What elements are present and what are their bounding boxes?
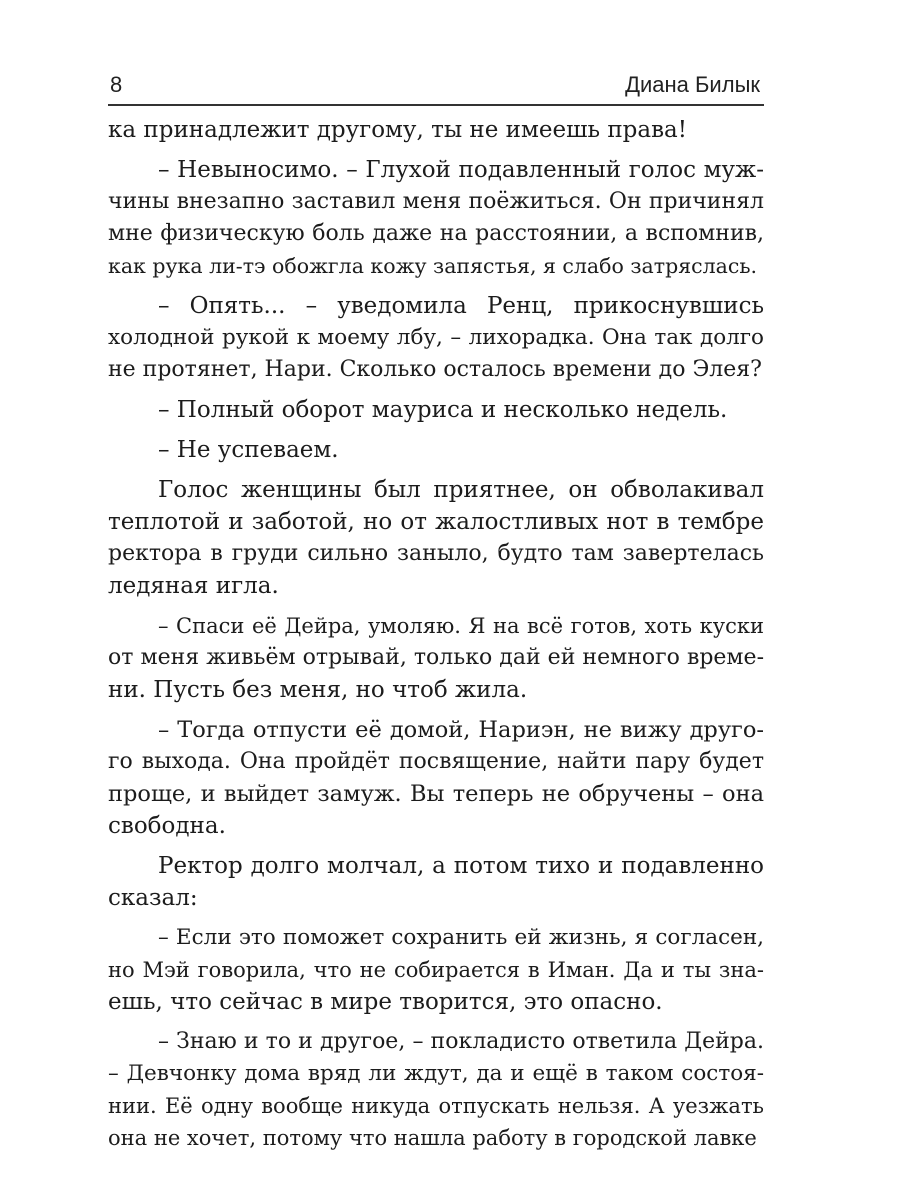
paragraph-gap	[108, 1018, 764, 1026]
text-line: – Если это поможет сохранить ей жизнь, я согласен,	[158, 925, 764, 950]
text-line: от меня живьём отрывай, только дай ей немного време-	[108, 645, 764, 670]
paragraph-gap	[108, 602, 764, 610]
text-line: – Не успеваем.	[158, 437, 339, 463]
paragraph	[108, 114, 764, 146]
text-line: ни. Пусть без меня, но чтоб жила.	[108, 677, 528, 703]
paragraph	[108, 1026, 764, 1154]
text-line: проще, и выйдет замуж. Вы теперь не обручены – она	[108, 781, 764, 807]
text-line: чины внезапно заставил меня поёжиться. Он причинял	[108, 189, 764, 214]
text-line: сказал:	[108, 885, 198, 911]
text-line: холодной рукой к моему лбу, – лихорадка. Она так долго	[108, 325, 764, 350]
text-line: ледяная игла.	[108, 573, 279, 599]
header-rule	[108, 104, 764, 106]
text-line: Голос женщины был приятнее, он обволакивал	[158, 477, 764, 503]
text-line: – Спаси её Дейра, умоляю. Я на всё готов, хоть куски	[158, 614, 764, 638]
text-line: свободна.	[108, 813, 226, 839]
paragraph-gap	[108, 706, 764, 714]
paragraph-gap	[108, 426, 764, 434]
text-line: мне физическую боль даже на расстоянии, а вспомнив,	[108, 221, 764, 246]
body-text	[108, 114, 764, 1154]
text-line: но Мэй говорила, что не собирается в Иман. Да и ты зна-	[108, 958, 764, 982]
text-line: ректора в груди сильно заныло, будто там завертелась	[108, 541, 764, 566]
paragraph-gap	[108, 386, 764, 394]
text-line: – Опять... – уведомила Ренц, прикоснувшись	[158, 293, 764, 319]
page-number: 8	[110, 72, 123, 97]
paragraph	[108, 154, 764, 282]
paragraph-gap	[108, 146, 764, 154]
paragraph	[108, 434, 764, 466]
text-line: ешь, что сейчас в мире творится, это опасно.	[108, 989, 663, 1015]
paragraph-gap	[108, 842, 764, 850]
page-header	[108, 70, 762, 104]
text-line: не протянет, Нари. Сколько осталось времени до Элея?	[108, 357, 762, 382]
paragraph-gap	[108, 466, 764, 474]
paragraph	[108, 610, 764, 706]
text-line: как рука ли-тэ обожгла кожу запястья, я слабо затряслась.	[108, 254, 758, 278]
text-line: Ректор долго молчал, а потом тихо и подавленно	[158, 853, 764, 879]
paragraph	[108, 850, 764, 914]
text-line: – Полный оборот мауриса и несколько недель.	[158, 397, 728, 423]
text-line: го выхода. Она пройдёт посвящение, найти пару будет	[108, 749, 764, 774]
text-line: – Знаю и то и другое, – покладисто ответила Дейра.	[158, 1029, 764, 1054]
running-title: Диана Билык	[625, 72, 760, 97]
text-line: нии. Её одну вообще никуда отпускать нельзя. А уезжать	[108, 1094, 764, 1118]
paragraph	[108, 714, 764, 842]
text-line: ка принадлежит другому, ты не имеешь права!	[108, 117, 688, 143]
text-line: – Тогда отпусти её домой, Нариэн, не вижу друго-	[158, 717, 764, 743]
paragraph	[108, 922, 764, 1018]
text-line: теплотой и заботой, но от жалостливых нот в тембре	[108, 509, 764, 535]
paragraph	[108, 474, 764, 602]
text-line: она не хочет, потому что нашла работу в городской лавке	[108, 1126, 757, 1150]
paragraph	[108, 394, 764, 426]
text-line: – Невыносимо. – Глухой подавленный голос муж-	[158, 157, 764, 183]
paragraph-gap	[108, 914, 764, 922]
paragraph-gap	[108, 282, 764, 290]
text-line: – Девчонку дома вряд ли ждут, да и ещё в таком состоя-	[108, 1061, 764, 1086]
paragraph	[108, 290, 764, 386]
